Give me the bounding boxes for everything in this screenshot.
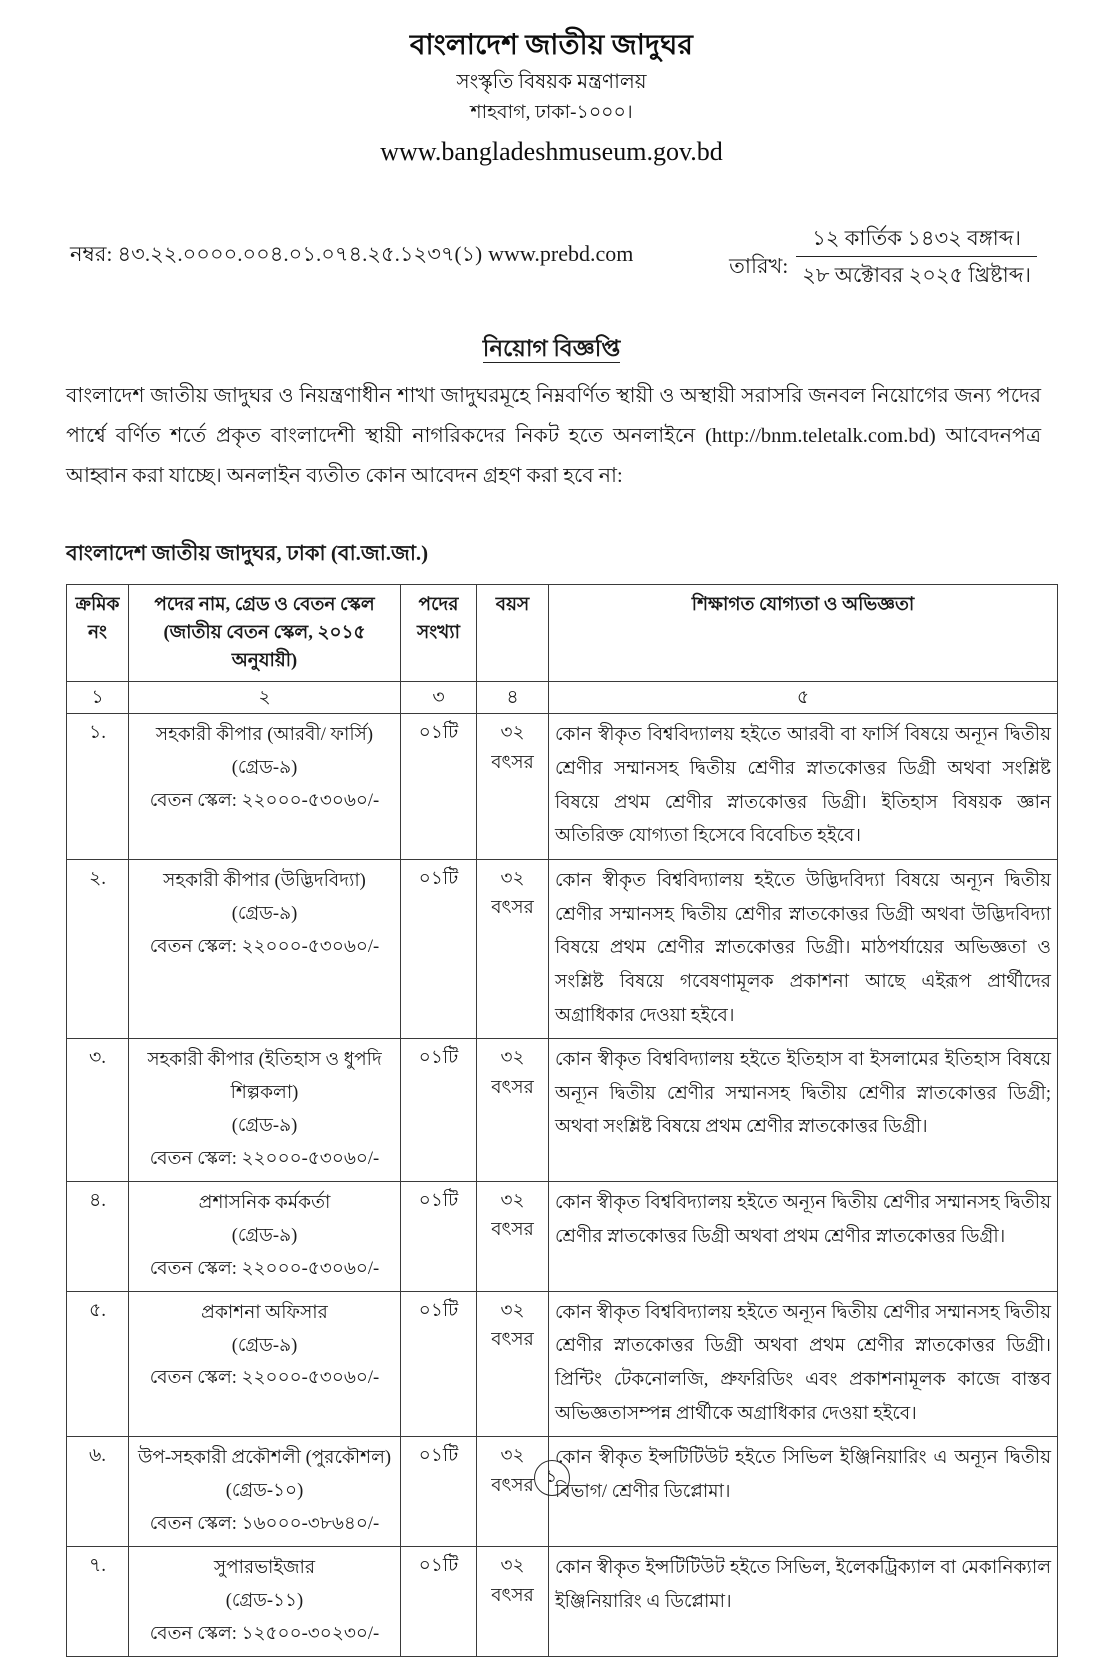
date-bangla: ১২ কার্তিক ১৪৩২ বঙ্গাব্দ। [796,221,1037,257]
column-number-4: ৪ [477,681,549,714]
post-name: সুপারভাইজার [213,1558,316,1579]
row-age: ৩২ বৎসর [477,1437,549,1547]
section-heading: বাংলাদেশ জাতীয় জাদুঘর, ঢাকা (বা.জা.জা.) [66,541,429,566]
header-qualification: শিক্ষাগত যোগ্যতা ও অভিজ্ঞতা [549,585,1058,681]
row-age: ৩২ বৎসর [477,1547,549,1657]
post-pay-scale: বেতন স্কেল: ২২০০০-৫৩০৬০/- [149,936,380,957]
row-serial: ১. [67,714,129,860]
date-english: ২৮ অক্টোবর ২০২৫ খ্রিষ্টাব্দ। [802,263,1031,288]
post-pay-scale: বেতন স্কেল: ২২০০০-৫৩০৬০/- [149,791,380,812]
document-header [52,0,1051,169]
post-pay-scale: বেতন স্কেল: ২২০০০-৫৩০৬০/- [149,1148,380,1169]
post-grade: (গ্রেড-১০) [225,1481,304,1502]
row-post-count: ০১টি [401,1547,477,1657]
row-post-cell [129,1039,401,1182]
row-post-count: ০১টি [401,1039,477,1182]
header-post-name: পদের নাম, গ্রেড ও বেতন স্কেল (জাতীয় বেতন স্কেল, ২০১৫ অনুযায়ী) [129,585,401,681]
row-post-cell [129,1547,401,1657]
post-pay-scale: বেতন স্কেল: ২২০০০-৫৩০৬০/- [149,1258,380,1279]
post-name: সহকারী কীপার (ইতিহাস ও ধুপদি শিল্পকলা) [147,1050,382,1104]
row-post-count: ০১টি [401,1437,477,1547]
row-age: ৩২ বৎসর [477,1039,549,1182]
column-number-5: ৫ [549,681,1058,714]
row-post-cell [129,1181,401,1291]
column-number-3: ৩ [401,681,477,714]
row-qualification: কোন স্বীকৃত ইন্সটিটিউট হইতে সিভিল, ইলেকট্রিক্যাল বা মেকানিক্যাল ইঞ্জিনিয়ারিং এ ডিপ্লোমা। [549,1547,1058,1657]
row-age: ৩২ বৎসর [477,714,549,860]
memo-number: নম্বর: ৪৩.২২.০০০০.০০৪.০১.০৭৪.২৫.১২৩৭(১) [70,241,483,266]
post-grade: (গ্রেড-৯) [231,1225,298,1246]
row-qualification: কোন স্বীকৃত বিশ্ববিদ্যালয় হইতে উদ্ভিদবিদ্যা বিষয়ে অন্যূন দ্বিতীয় শ্রেণীর সম্মানসহ দ্বিতীয় শ্রেণীর স্নাতকোত্তর ডিগ্রী অথবা উদ্ভিদবিদ্যা বিষয়ে প্রথম শ্রেণীর স্নাতকোত্তর ডিগ্রী। মাঠপর্যায়ের অভিজ্ঞতা ও সংশ্লিষ্ট বিষয়ে গবেষণামূলক প্রকাশনা আছে এইরূপ প্রার্থীদের অগ্রাধিকার দেওয়া হইবে। [549,859,1058,1038]
post-name: প্রশাসনিক কর্মকর্তা [198,1192,331,1213]
column-number-2: ২ [129,681,401,714]
row-post-count: ০১টি [401,714,477,860]
office-address: শাহবাগ, ঢাকা-১০০০। [470,102,633,123]
page-number-mark [0,1460,1103,1496]
table-column-number-row [67,681,1058,714]
post-name: প্রকাশনা অফিসার [201,1302,328,1323]
row-post-cell [129,859,401,1038]
post-pay-scale: বেতন স্কেল: ১২৫০০-৩০২৩০/- [149,1623,380,1644]
memo-number-block [70,221,633,270]
table-row [67,859,1058,1038]
post-name: সহকারী কীপার (আরবী/ ফার্সি) [155,725,374,746]
row-serial: ৬. [67,1437,129,1547]
column-number-1: ১ [67,681,129,714]
row-age: ৩২ বৎসর [477,1291,549,1437]
ministry-name: সংস্কৃতি বিষয়ক মন্ত্রণালয় [456,71,647,93]
date-stack [796,221,1037,293]
row-qualification: কোন স্বীকৃত বিশ্ববিদ্যালয় হইতে ইতিহাস বা ইসলামের ইতিহাস বিষয়ে অন্যূন দ্বিতীয় শ্রেণীর সম্মানসহ দ্বিতীয় শ্রেণীর স্নাতকোত্তর ডিগ্রী; অথবা সংশ্লিষ্ট বিষয়ে প্রথম শ্রেণীর স্নাতকোত্তর ডিগ্রী। [549,1039,1058,1182]
post-grade: (গ্রেড-৯) [231,758,298,779]
table-row [67,1291,1058,1437]
post-grade: (গ্রেড-১১) [225,1590,304,1611]
post-grade: (গ্রেড-৯) [231,1116,298,1137]
row-post-count: ০১টি [401,859,477,1038]
post-grade: (গ্রেড-৯) [231,903,298,924]
notice-paragraph [52,377,1051,497]
table-header-row [67,585,1058,681]
vacancy-table-body [67,714,1058,1657]
row-qualification: কোন স্বীকৃত বিশ্ববিদ্যালয় হইতে অন্যূন দ্বিতীয় শ্রেণীর সম্মানসহ দ্বিতীয় শ্রেণীর স্নাতকোত্তর ডিগ্রী অথবা প্রথম শ্রেণীর স্নাতকোত্তর ডিগ্রী। প্রিন্টিং টেকনোলজি, প্রুফরিডিং এবং প্রকাশনামূলক কাজে বাস্তব অভিজ্ঞতাসম্পন্ন প্রার্থীকে অগ্রাধিকার দেওয়া হইবে। [549,1291,1058,1437]
post-name: সহকারী কীপার (উদ্ভিদবিদ্যা) [163,870,366,891]
website-url: www.bangladeshmuseum.gov.bd [380,136,723,166]
row-qualification: কোন স্বীকৃত ইন্সটিটিউট হইতে সিভিল ইঞ্জিনিয়ারিং এ অন্যূন দ্বিতীয় বিভাগ/ শ্রেণীর ডিপ্লোমা। [549,1437,1058,1547]
memo-date-block [729,221,1037,293]
notice-paragraph-part2: ) আবেদনপত্র আহ্বান করা যাচ্ছে। অনলাইন ব্যতীত কোন আবেদন গ্রহণ করা হবে না: [66,425,1041,488]
row-serial: ৪. [67,1181,129,1291]
row-serial: ৫. [67,1291,129,1437]
row-qualification: কোন স্বীকৃত বিশ্ববিদ্যালয় হইতে আরবী বা ফার্সি বিষয়ে অন্যূন দ্বিতীয় শ্রেণীর সম্মানসহ দ্বিতীয় শ্রেণীর স্নাতকোত্তর ডিগ্রী অথবা সংশ্লিষ্ট বিষয়ে প্রথম শ্রেণীর স্নাতকোত্তর ডিগ্রী। ইতিহাস বিষয়ক জ্ঞান অতিরিক্ত যোগ্যতা হিসেবে বিবেচিত হইবে। [549,714,1058,860]
notice-title [52,330,1051,369]
post-pay-scale: বেতন স্কেল: ১৬০০০-৩৮৬৪০/- [149,1514,380,1535]
header-age: বয়স [477,585,549,681]
row-post-cell [129,1291,401,1437]
table-row [67,714,1058,860]
apply-url: http://bnm.teletalk.com.bd [711,425,929,448]
row-serial: ২. [67,859,129,1038]
header-serial: ক্রমিক নং [67,585,129,681]
source-watermark: www.prebd.com [488,240,634,266]
row-qualification: কোন স্বীকৃত বিশ্ববিদ্যালয় হইতে অন্যূন দ্বিতীয় শ্রেণীর সম্মানসহ দ্বিতীয় শ্রেণীর স্নাতকোত্তর ডিগ্রী অথবা প্রথম শ্রেণীর স্নাতকোত্তর ডিগ্রী। [549,1181,1058,1291]
date-label: তারিখ: [729,253,789,278]
table-row [67,1039,1058,1182]
post-grade: (গ্রেড-৯) [231,1335,298,1356]
row-post-cell [129,714,401,860]
row-age: ৩২ বৎসর [477,1181,549,1291]
page-number: ১ [534,1460,570,1496]
organization-name: বাংলাদেশ জাতীয় জাদুঘর [409,30,694,61]
notice-paragraph-part1: বাংলাদেশ জাতীয় জাদুঘর ও নিয়ন্ত্রণাধীন শাখা জাদুঘরমূহে নিম্নবর্ণিত স্থায়ী ও অস্থায়ী সরাসরি জনবল নিয়োগের জন্য পদের পার্শ্বে বর্ণিত শর্তে প্রকৃত বাংলাদেশী স্থায়ী নাগরিকদের নিকট হতে অনলাইনে ( [66,385,1041,448]
header-post-count: পদের সংখ্যা [401,585,477,681]
notice-title-text: নিয়োগ বিজ্ঞপ্তি [482,336,621,362]
post-pay-scale: বেতন স্কেল: ২২০০০-৫৩০৬০/- [149,1368,380,1389]
row-serial: ৭. [67,1547,129,1657]
memo-row [52,221,1051,293]
row-post-count: ০১টি [401,1291,477,1437]
table-row [67,1181,1058,1291]
row-post-count: ০১টি [401,1181,477,1291]
row-age: ৩২ বৎসর [477,859,549,1038]
table-row [67,1547,1058,1657]
post-name: উপ-সহকারী প্রকৌশলী (পুরকৌশল) [137,1448,392,1469]
row-serial: ৩. [67,1039,129,1182]
